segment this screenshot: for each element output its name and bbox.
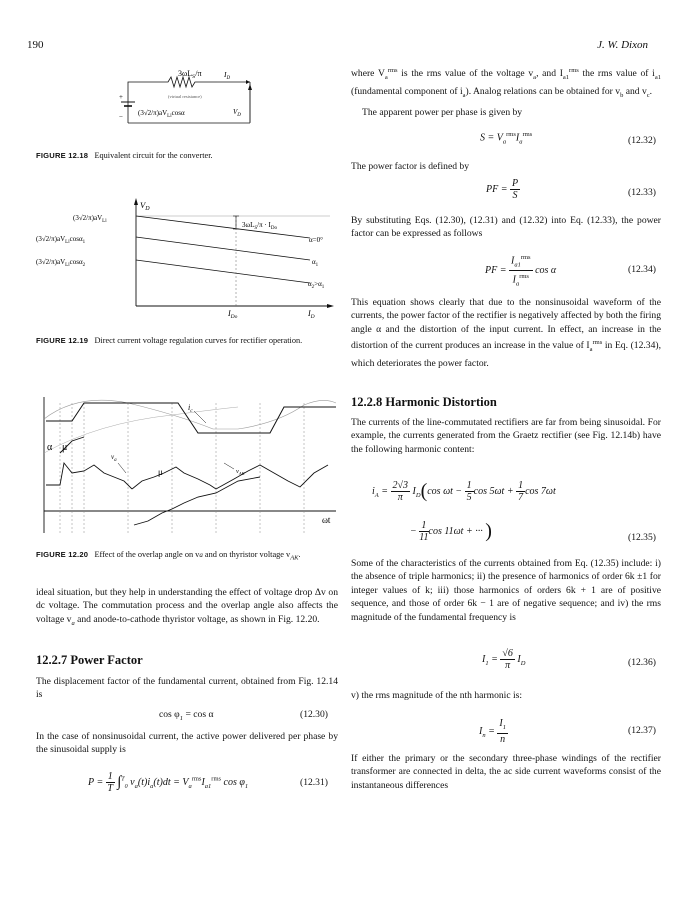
equation-12-31: P = $\frac{1}{T}$ ∫$^T_0$ $v_a(t)i_a(t)dt = V_a^{rms}I_{a1}^{rms}$ $\cos \varphi_1$ xyxy=(88,771,249,794)
left-paragraph-1: ideal situation, but they help in understanding the effect of voltage drop Δv on dc voltage. The commutation process and the overlap angle also affects the voltage $v_a$ and anode-to-cathode thyristor voltage, as shown in Fig. 12.20. xyxy=(36,587,338,627)
equation-12-32-number: (12.32) xyxy=(628,135,656,146)
figure-12-20-caption: FIGURE 12.20 Effect of the overlap angle on va and on thyristor voltage $v_{AK}$. xyxy=(36,550,301,562)
right-paragraph-1: where $V_a^{rms}$ is the rms value of the voltage $v_a$, and $I_{a1}^{rms}$ the rms value of $i_{a1}$ (fundamental component of $i_a$). Analog relations can be obtained for $v_b$ and $v_c$. xyxy=(351,67,661,99)
section-heading-12-2-7: 12.2.7 Power Factor xyxy=(36,653,143,667)
equation-12-30: $\cos \varphi_1 = \cos \alpha$ xyxy=(159,709,214,722)
fig20-mu: μ xyxy=(62,442,68,453)
running-author: J. W. Dixon xyxy=(597,39,648,51)
right-paragraph-3: The power factor is defined by xyxy=(351,161,470,172)
fig20-wt: ωt xyxy=(322,515,331,525)
equation-12-33-number: (12.33) xyxy=(628,187,656,198)
fig20-ic: $i_c$ xyxy=(188,403,193,414)
equation-12-35-line-2: − $\frac{1}{11}$ cos 11ωt + ··· ) xyxy=(410,520,492,543)
fig20-alpha: α xyxy=(47,442,53,453)
equation-12-30-number: (12.30) xyxy=(300,709,328,720)
figure-12-19-plot xyxy=(30,194,340,320)
section-heading-12-2-8: 12.2.8 Harmonic Distortion xyxy=(351,395,497,409)
fig19-y3: $(3√2/\pi)aV_{Ll}\cos\alpha_2$ xyxy=(36,258,86,268)
fig20-mu2: μ xyxy=(158,467,163,477)
equation-12-34: PF = $\frac{I_{a1}^{rms}}{I_a^{rms}}$ cos α xyxy=(485,254,557,288)
fig19-c3: $\alpha_2>\alpha_1$ xyxy=(308,280,325,290)
right-paragraph-6: The currents of the line-commutated rectifiers are far from being sinusoidal. For example, the currents generated from the Graetz rectifier (see Fig. 12.14b) have the following harmonic content: xyxy=(351,417,661,455)
figure-12-18-caption: FIGURE 12.18 Equivalent circuit for the converter. xyxy=(36,151,213,160)
fig18-label-vd: $V_D$ xyxy=(233,108,241,118)
left-paragraph-3: In the case of nonsinusoidal current, the active power delivered per phase by the sinusoidal supply is xyxy=(36,731,338,756)
fig18-label-source: $(3√2/\pi)aV_{Ll}\cos\alpha$ xyxy=(138,109,185,119)
equation-12-34-number: (12.34) xyxy=(628,264,656,275)
equation-12-36-number: (12.36) xyxy=(628,657,656,668)
fig18-minus: − xyxy=(119,113,123,121)
fig19-x1: $I_{Do}$ xyxy=(228,309,238,320)
equation-12-32: $S = V_a^{rms}I_a^{rms}$ xyxy=(480,131,533,146)
equation-12-37: $I_n$ = $\frac{I_1}{n}$ xyxy=(479,718,506,745)
figure-12-19-caption: FIGURE 12.19 Direct current voltage regulation curves for rectifier operation. xyxy=(36,336,303,345)
figure-12-18-circuit xyxy=(110,62,270,132)
fig19-y1: $(3√2/\pi)aV_{Ll}$ xyxy=(73,214,107,224)
right-paragraph-9: If either the primary or the secondary three-phase windings of the rectifier transformer are connected in delta, the ac side current waveforms consist of the instantaneous differences xyxy=(351,753,661,791)
figure-12-20-waveforms xyxy=(38,393,340,541)
fig19-vd-label: $V_D$ xyxy=(140,200,150,212)
equation-12-31-number: (12.31) xyxy=(300,777,328,788)
right-paragraph-7: Some of the characteristics of the currents obtained from Eq. (12.35) include: i) the absence of triple harmonics; ii) the presence of harmonics of order 6k ±1 for integer values of k; iii) those harmonics of orders 6k + 1 are of positive sequence, and those of order 6k − 1 are of negative sequence; and iv) the rms magnitude of the fundamental frequency is xyxy=(351,558,661,623)
fig20-va: $v_a$ xyxy=(111,453,117,463)
equation-12-36: $I_1$ = $\frac{√6}{\pi}$ $I_D$ xyxy=(482,648,526,671)
right-paragraph-4: By substituting Eqs. (12.30), (12.31) and (12.32) into Eq. (12.33), the power factor can be expressed as follows xyxy=(351,215,661,240)
fig18-label-id: $I_D$ xyxy=(224,70,231,81)
fig20-vak: $v_{AK}$ xyxy=(236,468,245,476)
equation-12-33: PF = $\frac{P}{S}$ xyxy=(486,178,519,201)
fig19-y2: $(3√2/\pi)aV_{Ll}\cos\alpha_1$ xyxy=(36,235,86,245)
right-paragraph-8: v) the rms magnitude of the nth harmonic is: xyxy=(351,690,523,701)
equation-12-35-line-1: $i_A$ = $\frac{2√3}{\pi}$ $I_D(\cos$ ωt − $\frac{1}{5}$ cos 5ωt + $\frac{1}{7}$ cos 7ωt xyxy=(372,480,556,503)
fig18-label-top: $3\omega L_S/\pi$ xyxy=(178,69,202,80)
fig18-label-virtual: (virtual resistance) xyxy=(168,94,202,99)
equation-12-35-number: (12.35) xyxy=(628,532,656,543)
fig19-c1: α=0° xyxy=(309,236,323,244)
right-paragraph-5: This equation shows clearly that due to the nonsinusoidal waveform of the currents, the power factor of the rectifier is negatively affected by both the firing angle α and the distortion of the input current. In effect, an increase in the distortion of the current produces an increase in the value of $I_a^{rms}$ in Eq. (12.34), which deteriorates the power factor. xyxy=(351,297,661,369)
fig19-x2: $I_D$ xyxy=(308,309,315,320)
page-number: 190 xyxy=(27,39,44,51)
right-paragraph-2: The apparent power per phase is given by xyxy=(362,107,523,118)
left-column-body xyxy=(36,586,338,630)
fig18-plus: + xyxy=(119,93,123,101)
equation-12-37-number: (12.37) xyxy=(628,725,656,736)
left-paragraph-2: The displacement factor of the fundamental current, obtained from Fig. 12.14 is xyxy=(36,676,338,701)
fig19-drop-label: $3\omega L_S/\pi \cdot I_{Do}$ xyxy=(242,221,277,231)
fig19-c2: $\alpha_1$ xyxy=(312,258,319,268)
